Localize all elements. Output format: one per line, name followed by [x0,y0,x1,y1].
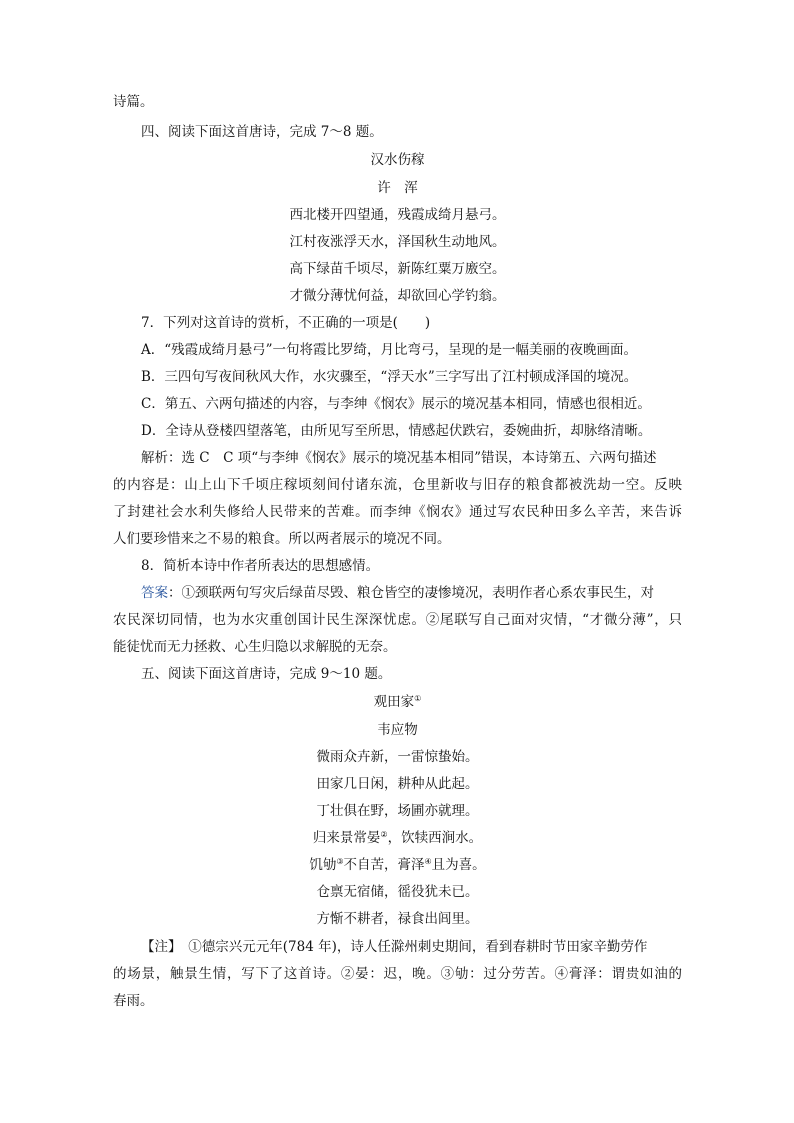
answer-line [141,583,654,603]
poem-line: 江村夜涨浮天水，泽国秋生动地风。 [289,234,506,250]
poem-line: 田家几日闲，耕种从此起。 [316,776,479,792]
analysis-line: 解析：选 C C 项“与李绅《悯农》展示的境况基本相同”错误，本诗第五、六两句描述 [141,450,657,466]
answer-text: ：①颈联两句写灾后绿苗尽毁、粮仓皆空的凄惨境况，表明作者心系农事民生，对 [168,585,654,601]
question-8: 8．简析本诗中作者所表达的思想感情。 [141,558,380,574]
poem-author: 韦应物 [377,722,418,738]
analysis-line: 了封建社会水利失修给人民带来的苦难。而李绅《悯农》通过写农民种田多么辛苦，来告诉 [113,504,682,520]
poem-line: 方惭不耕者，禄食出闾里。 [316,911,479,927]
poem-line: 仓禀无宿储，徭役犹未已。 [316,884,479,900]
poem-title [113,692,682,712]
poem-line: 微雨众卉新，一雷惊蛰始。 [316,749,479,765]
footnote-marker: ① [414,694,422,703]
section-five-heading: 五、阅读下面这首唐诗，完成 9～10 题。 [141,666,392,682]
paragraph-line: 诗篇。 [113,94,154,110]
poem-text: 归来景常晏 [312,830,381,846]
poem-text: 不自苦，膏泽 [343,857,425,873]
poem-title-text: 观田家 [373,694,415,710]
option-a: A．“残霞成绮月悬弓”一句将霞比罗绮，月比弯弓，呈现的是一幅美丽的夜晚画面。 [141,342,638,358]
question-7: 7．下列对这首诗的赏析，不正确的一项是( ) [141,315,431,331]
option-c: C．第五、六两句描述的内容，与李绅《悯农》展示的境况基本相同，情感也很相近。 [141,396,651,412]
section-four-heading: 四、阅读下面这首唐诗，完成 7～8 题。 [141,124,383,140]
poem-author: 许 浑 [377,180,418,196]
option-d: D．全诗从登楼四望落笔，由所见写至所思，情感起伏跌宕，委婉曲折，却脉络清晰。 [141,423,652,439]
poem-line: 才微分薄忧何益，却欲回心学钓翁。 [289,288,506,304]
poem-text: ，饮犊西涧水。 [387,830,483,846]
note-line: 春雨。 [113,993,154,1009]
footnote-marker: ③ [336,857,344,866]
poem-title: 汉水伤稼 [370,152,425,168]
option-b: B．三四句写夜间秋风大作，水灾骤至，“浮天水”三字写出了江村顿成泽国的境况。 [141,369,638,385]
note-line: 【注】 ①德宗兴元元年(784 年)，诗人任滁州刺史期间，看到春耕时节田家辛勤劳作 [141,939,648,955]
poem-text: 饥劬 [309,857,337,873]
answer-line: 农民深切同情，也为水灾重创国计民生深深忧虑。②尾联写自己面对灾情，“才微分薄”，只 [113,612,682,628]
poem-line: 丁壮俱在野，场圃亦就理。 [316,803,479,819]
poem-line [113,828,682,848]
note-line: 的场景，触景生情，写下了这首诗。②晏：迟，晚。③劬：过分劳苦。④膏泽：谓贵如油的 [113,966,682,982]
answer-label: 答案 [141,585,168,601]
answer-line: 能徒忧而无力拯救、心生归隐以求解脱的无奈。 [113,639,397,655]
poem-text: 且为喜。 [431,857,486,873]
poem-line: 高下绿苗千顷尽，新陈红粟万廒空。 [289,261,506,277]
poem-line: 西北楼开四望通，残霞成绮月悬弓。 [289,207,506,223]
analysis-line: 的内容是：山上山下千顷庄稼顷刻间付诸东流，仓里新收与旧存的粮食都被洗劫一空。反映 [113,477,682,493]
analysis-line: 人们要珍惜来之不易的粮食。所以两者展示的境况不同。 [113,531,451,547]
footnote-marker: ② [380,830,388,839]
poem-line [113,855,682,875]
footnote-marker: ④ [424,857,432,866]
